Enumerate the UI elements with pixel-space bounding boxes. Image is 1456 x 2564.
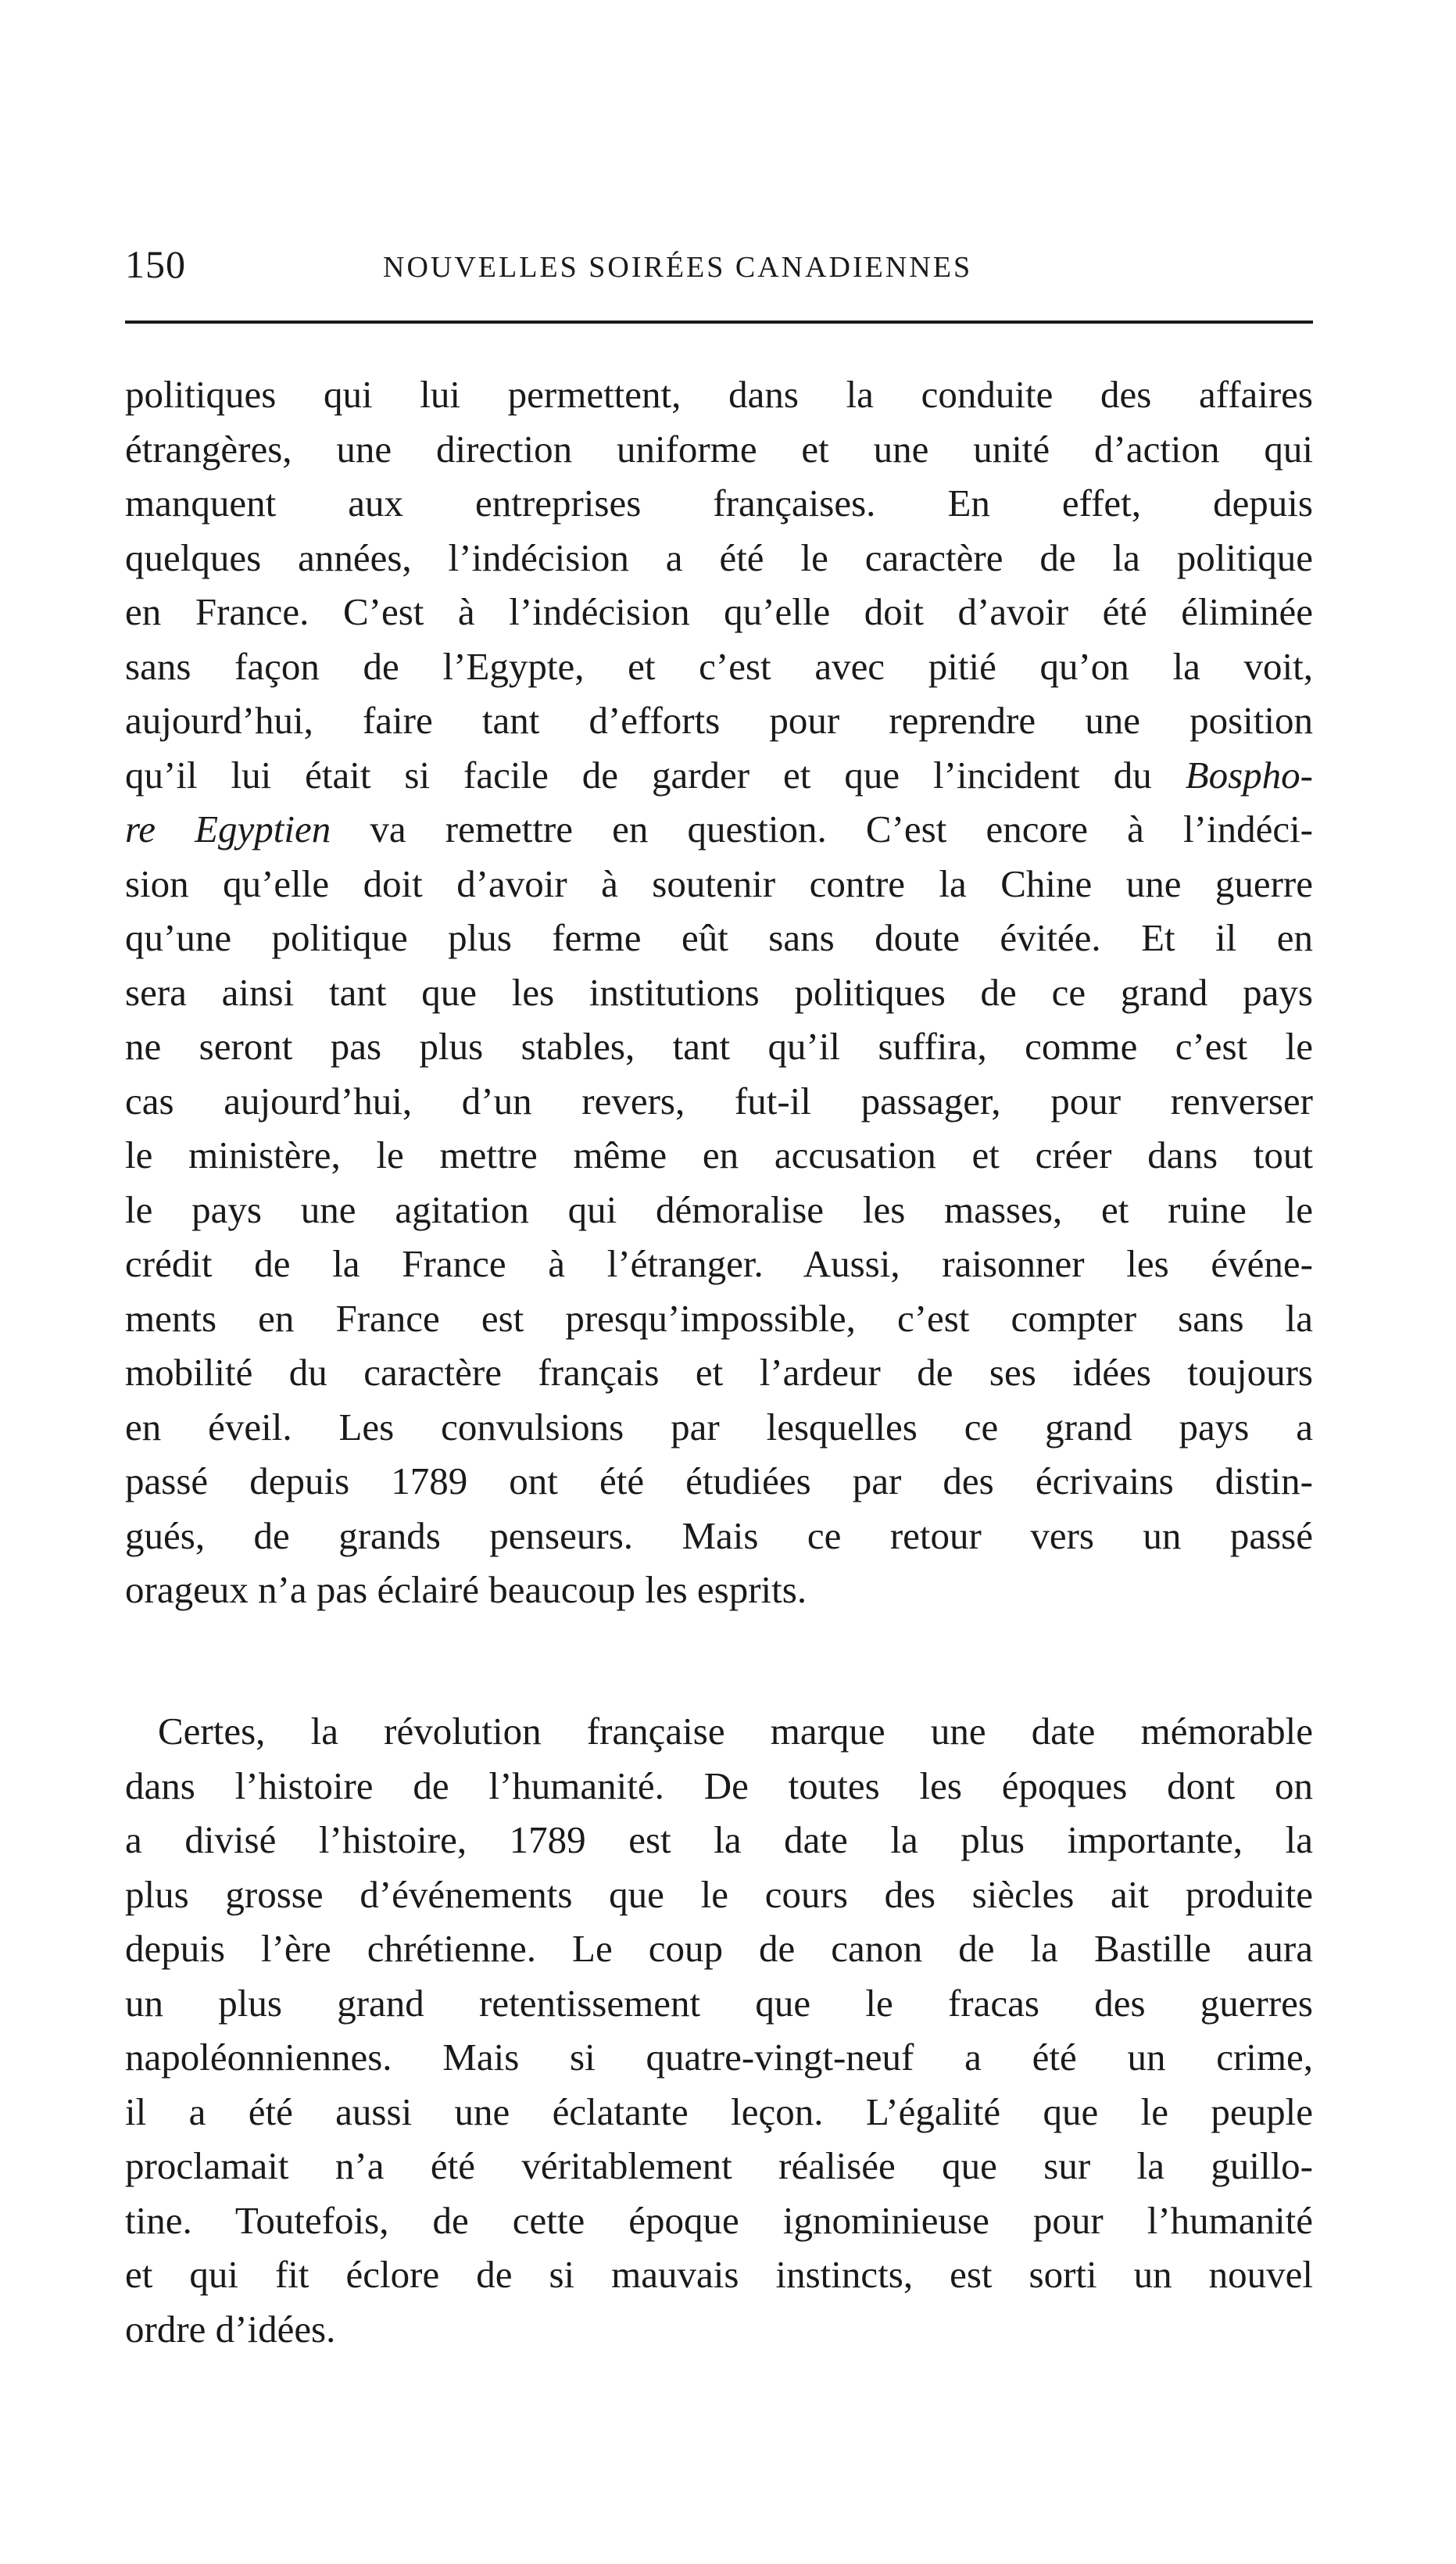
text-line: depuis l’ère chrétienne. Le coup de canon de la Bastille aura — [125, 1927, 1313, 1970]
italic-ship-name-end: re Egyptien — [125, 808, 331, 850]
text-segment: qu’il lui était si facile de garder et que l’incident du — [125, 753, 1152, 797]
text-line: qu’une politique plus ferme eût sans doute évitée. Et il en — [125, 916, 1313, 959]
text-segment: va remettre en question. C’est encore à l’indéci- — [370, 808, 1313, 850]
text-line: quelques années, l’indécision a été le caractère de la politique — [125, 535, 1313, 579]
text-line: il a été aussi une éclatante leçon. L’égalité que le peuple — [125, 2090, 1313, 2133]
text-line: crédit de la France à l’étranger. Aussi, raisonner les événe- — [125, 1242, 1313, 1285]
text-line: ordre d’idées. — [125, 2307, 336, 2351]
text-line: le pays une agitation qui démoralise les masses, et ruine le — [125, 1187, 1313, 1231]
text-line: orageux n’a pas éclairé beaucoup les esprits. — [125, 1568, 807, 1611]
text-line: proclamait n’a été véritablement réalisée que sur la guillo- — [125, 2144, 1313, 2187]
page-number: 150 — [125, 242, 186, 286]
text-line: et qui fit éclore de si mauvais instincts, est sorti un nouvel — [125, 2253, 1313, 2296]
text-line: napoléonniennes. Mais si quatre-vingt-neuf a été un crime, — [125, 2036, 1313, 2079]
running-title: NOUVELLES SOIRÉES CANADIENNES — [383, 251, 973, 284]
text-line: étrangères, une direction uniforme et une unité d’action qui — [125, 427, 1313, 471]
text-line-with-italic — [125, 748, 1313, 803]
text-line: en éveil. Les convulsions par lesquelles ce grand pays a — [125, 1405, 1313, 1449]
text-line: cas aujourd’hui, d’un revers, fut-il passager, pour renverser — [125, 1079, 1313, 1123]
text-line: en France. C’est à l’indécision qu’elle doit d’avoir été éliminée — [125, 590, 1313, 633]
text-line: gués, de grands penseurs. Mais ce retour vers un passé — [125, 1513, 1313, 1557]
text-line: tine. Toutefois, de cette époque ignominieuse pour l’humanité — [125, 2198, 1313, 2242]
text-line: le ministère, le mettre même en accusation et créer dans tout — [125, 1133, 1313, 1176]
text-line: ne seront pas plus stables, tant qu’il suffira, comme c’est le — [125, 1025, 1313, 1068]
text-line: un plus grand retentissement que le fracas des guerres — [125, 1981, 1313, 2025]
italic-ship-name-start: Bospho- — [1185, 753, 1313, 797]
text-line: manquent aux entreprises françaises. En effet, depuis — [125, 482, 1313, 525]
header-rule — [125, 320, 1313, 324]
text-line: plus grosse d’événements que le cours des siècles ait produite — [125, 1872, 1313, 1916]
text-line: sans façon de l’Egypte, et c’est avec pitié qu’on la voit, — [125, 644, 1313, 688]
text-line-with-italic — [125, 802, 1313, 857]
text-line: aujourd’hui, faire tant d’efforts pour reprendre une position — [125, 699, 1313, 742]
paragraph-2 — [125, 1704, 1313, 2356]
text-line: dans l’histoire de l’humanité. De toutes les époques dont on — [125, 1764, 1313, 1807]
text-line: sion qu’elle doit d’avoir à soutenir contre la Chine une guerre — [125, 861, 1313, 905]
text-line: passé depuis 1789 ont été étudiées par des écrivains distin- — [125, 1459, 1313, 1502]
text-line: sera ainsi tant que les institutions politiques de ce grand pays — [125, 970, 1313, 1014]
paragraph-1 — [125, 367, 1313, 1617]
text-line: ments en France est presqu’impossible, c’est compter sans la — [125, 1296, 1313, 1340]
text-line: mobilité du caractère français et l’ardeur de ses idées toujours — [125, 1351, 1313, 1394]
text-line: a divisé l’histoire, 1789 est la date la plus importante, la — [125, 1818, 1313, 1861]
text-line: politiques qui lui permettent, dans la conduite des affaires — [125, 373, 1313, 416]
text-line: Certes, la révolution française marque une date mémorable — [158, 1710, 1313, 1753]
page-header — [125, 233, 1313, 295]
